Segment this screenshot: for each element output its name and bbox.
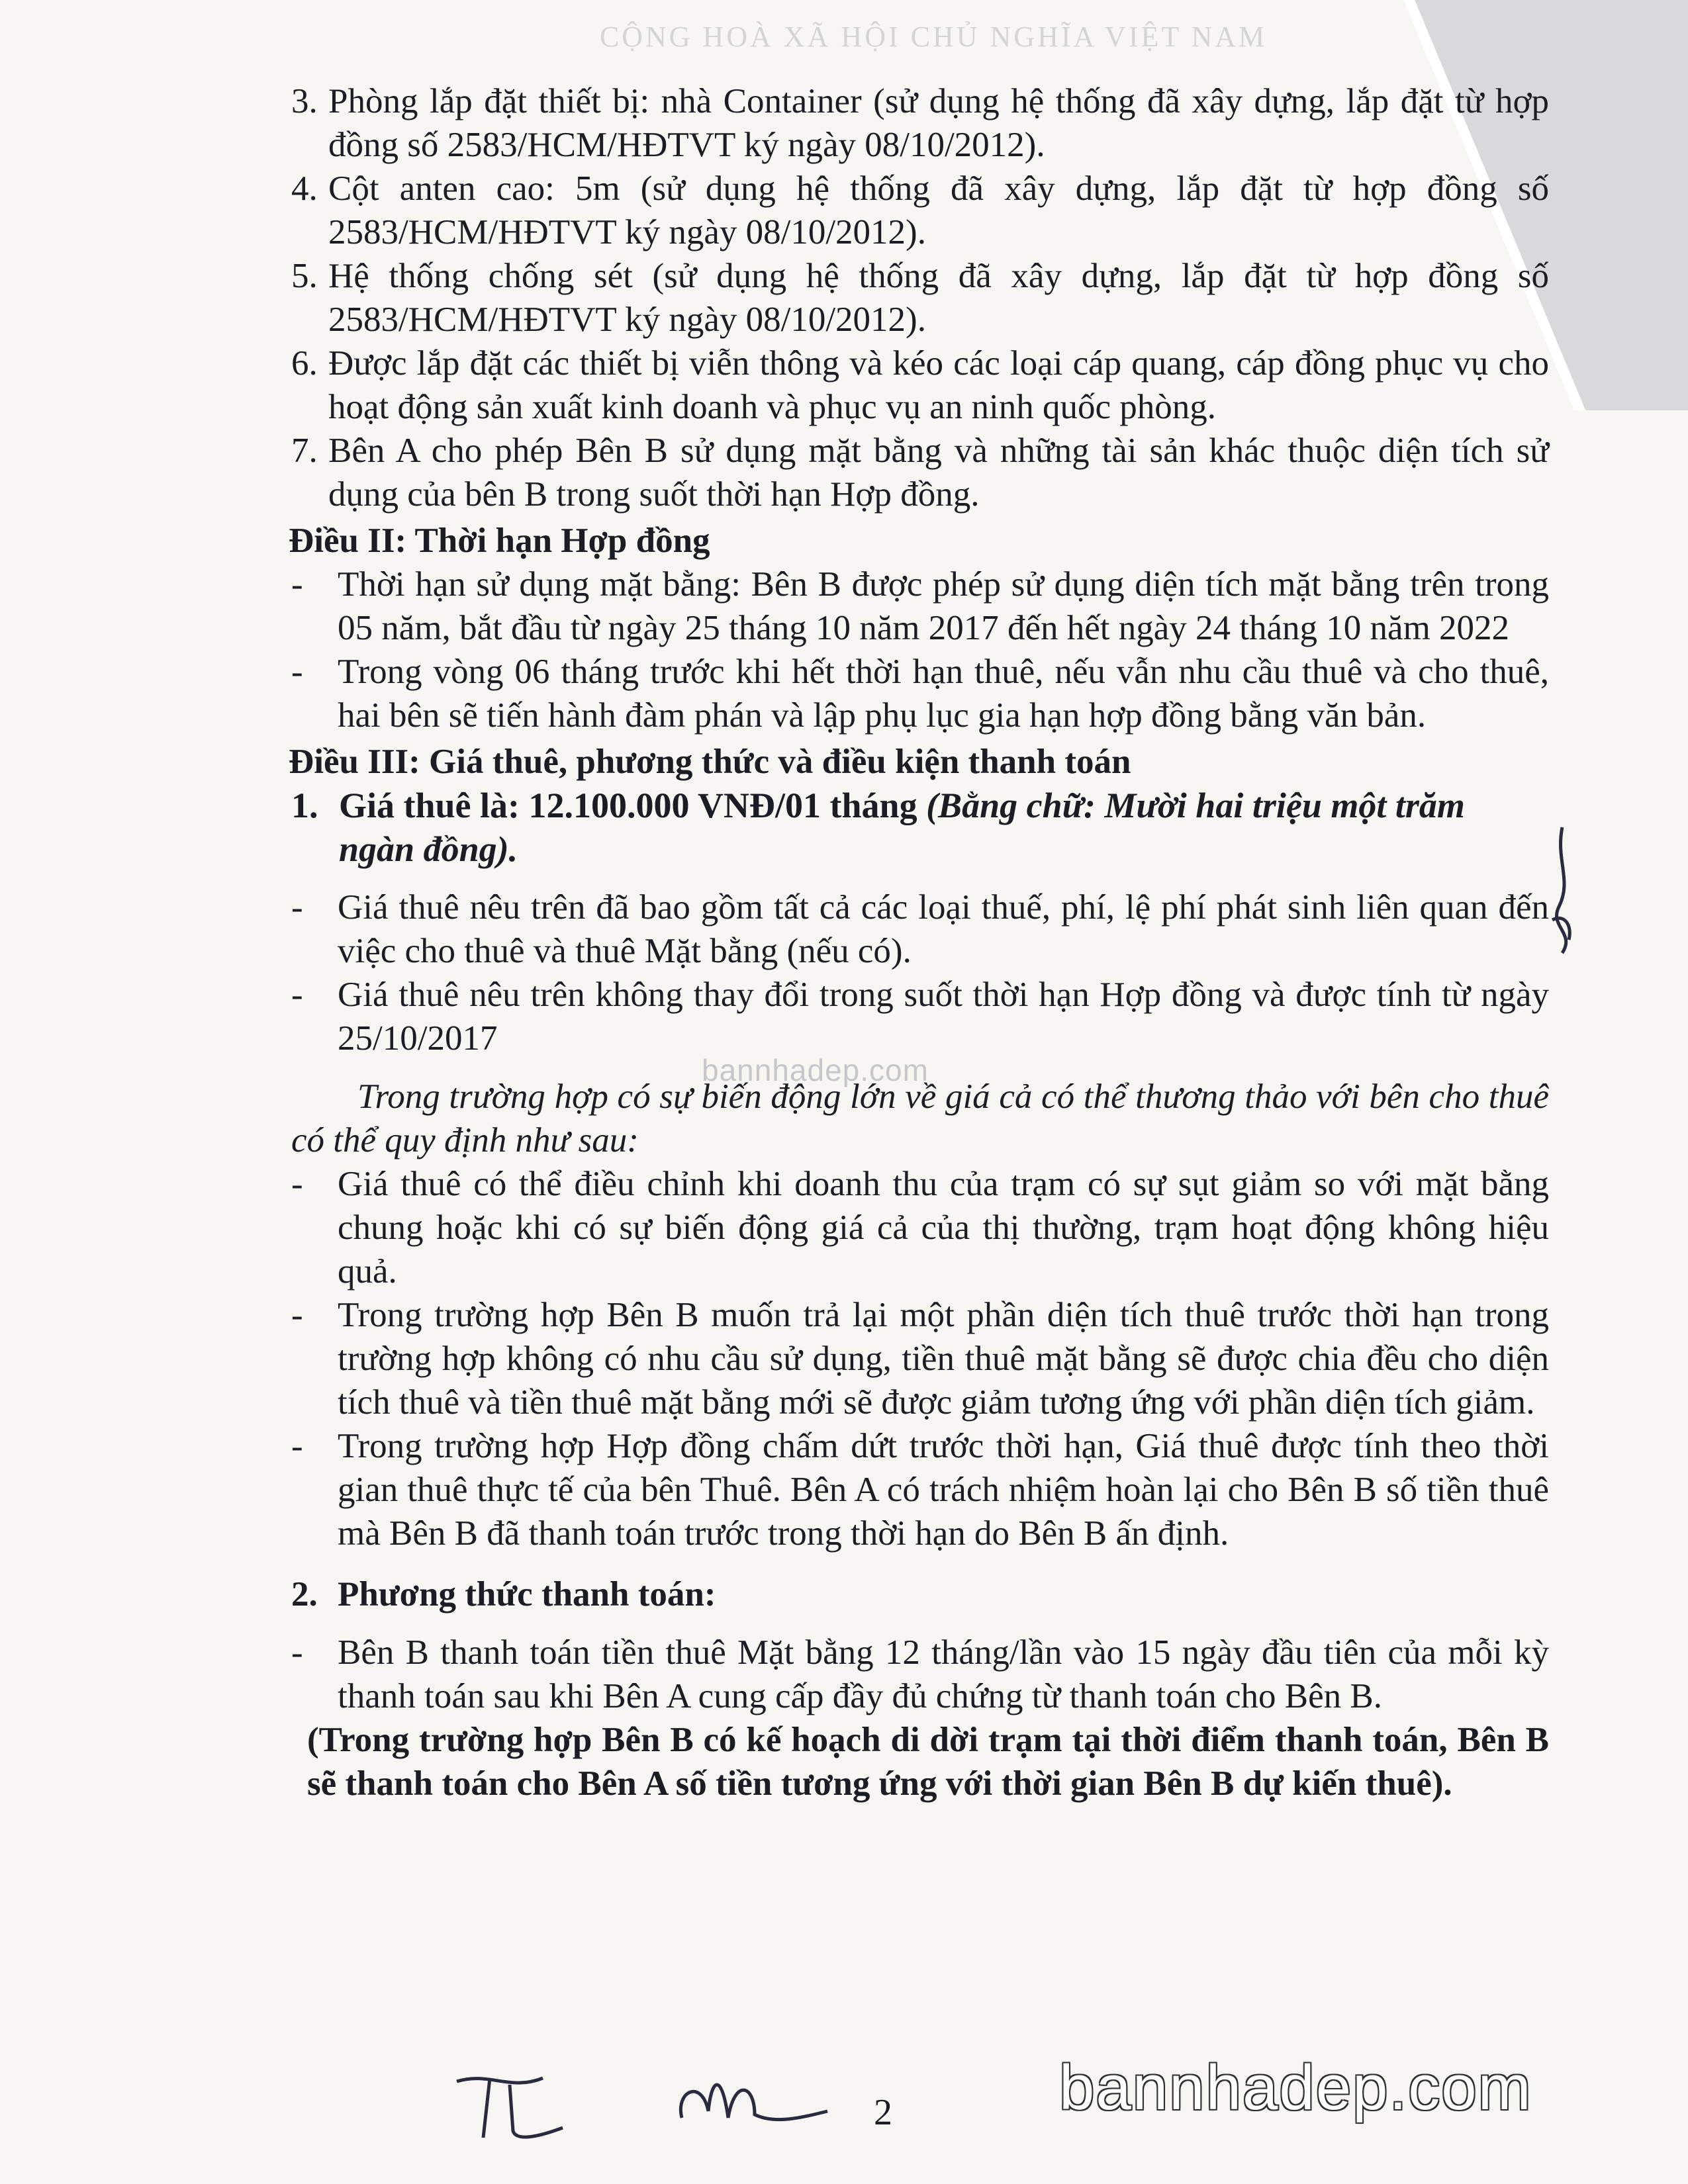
- watermark-faint: bannhadep.com: [702, 1053, 929, 1087]
- price-adjustment-paragraph: Trong trường hợp có sự biến động lớn về giá cả có thể thương thảo với bên cho thuê có thể quy định như sau:: [291, 1077, 1549, 1160]
- payment-method-heading: 2. Phương thức thanh toán:: [291, 1575, 716, 1614]
- article-3-heading: Điều III: Giá thuê, phương thức và điều kiện thanh toán: [289, 743, 1131, 781]
- watermark-logo: bannhadep.com: [1059, 2052, 1532, 2123]
- list-item: 3. Phòng lắp đặt thiết bị: nhà Container (sử dụng hệ thống đã xây dựng, lắp đặt từ hợp đồng số 2583/HCM/HĐTVT ký ngày 08/10/2012).: [291, 82, 1549, 164]
- bullet-item: - Giá thuê nêu trên không thay đổi trong suốt thời hạn Hợp đồng và được tính từ ngày 25/10/2017: [291, 976, 1549, 1058]
- initials-signature-1: [450, 2065, 583, 2151]
- bullet-item: - Trong trường hợp Bên B muốn trả lại một phần diện tích thuê trước thời hạn trong trường hợp không có nhu cầu sử dụng, tiền thuê mặt bằng sẽ được chia đều cho diện tích thuê và tiền thuê mặt bằng mới sẽ được giảm tương ứng với phần diện tích giảm.: [291, 1296, 1549, 1422]
- margin-signature: [1536, 821, 1589, 979]
- bullet-item: - Giá thuê nêu trên đã bao gồm tất cả các loại thuế, phí, lệ phí phát sinh liên quan đến việc cho thuê và thuê Mặt bằng (nếu có).: [291, 888, 1549, 970]
- bullet-item: - Giá thuê có thể điều chỉnh khi doanh thu của trạm có sự sụt giảm so với mặt bằng chung hoặc khi có sự biến động giá cả của thị thường, trạm hoạt động không hiệu quả.: [291, 1165, 1549, 1291]
- price-label: Giá thuê là: 12.100.000 VNĐ/01 tháng: [339, 786, 917, 825]
- relocation-note: (Trong trường hợp Bên B có kế hoạch di dời trạm tại thời điểm thanh toán, Bên B sẽ thanh toán cho Bên A số tiền tương ứng với thời gian Bên B dự kiến thuê).: [307, 1721, 1549, 1803]
- rent-price: 1. Giá thuê là: 12.100.000 VNĐ/01 tháng (Bằng chữ: Mười hai triệu một trăm ngàn đồng).: [291, 786, 1465, 869]
- list-item: 4. Cột anten cao: 5m (sử dụng hệ thống đã xây dựng, lắp đặt từ hợp đồng số 2583/HCM/HĐTVT ký ngày 08/10/2012).: [291, 169, 1549, 251]
- bullet-item: - Thời hạn sử dụng mặt bằng: Bên B được phép sử dụng diện tích mặt bằng trên trong 05 năm, bắt đầu từ ngày 25 tháng 10 năm 2017 đến hết ngày 24 tháng 10 năm 2022: [291, 565, 1549, 647]
- list-item: 6. Được lắp đặt các thiết bị viễn thông và kéo các loại cáp quang, cáp đồng phục vụ cho hoạt động sản xuất kinh doanh và phục vụ an ninh quốc phòng.: [291, 344, 1549, 426]
- page-number: 2: [874, 2092, 892, 2133]
- bullet-item: - Trong trường hợp Hợp đồng chấm dứt trước thời hạn, Giá thuê được tính theo thời gian thuê thực tế của bên Thuê. Bên A có trách nhiệm hoàn lại cho Bên B số tiền thuê mà Bên B đã thanh toán trước trong thời hạn do Bên B ấn định.: [291, 1427, 1549, 1553]
- bullet-item: - Bên B thanh toán tiền thuê Mặt bằng 12 tháng/lần vào 15 ngày đầu tiên của mỗi kỳ thanh toán sau khi Bên A cung cấp đầy đủ chứng từ thanh toán cho Bên B.: [291, 1633, 1549, 1715]
- article-2-heading: Điều II: Thời hạn Hợp đồng: [289, 522, 710, 560]
- list-item: 5. Hệ thống chống sét (sử dụng hệ thống đã xây dựng, lắp đặt từ hợp đồng số 2583/HCM/HĐTVT ký ngày 08/10/2012).: [291, 257, 1549, 339]
- bullet-item: - Trong vòng 06 tháng trước khi hết thời hạn thuê, nếu vẫn nhu cầu thuê và cho thuê, hai bên sẽ tiến hành đàm phán và lập phụ lục gia hạn hợp đồng bằng văn bản.: [291, 653, 1549, 735]
- document-body: [291, 79, 1549, 1805]
- bleed-through-header: CỘNG HOÀ XÃ HỘI CHỦ NGHĨA VIỆT NAM: [599, 21, 1268, 53]
- price-in-words: (Bằng chữ: Mười hai triệu một trăm ngàn đồng).: [339, 786, 1465, 869]
- initials-signature-2: [662, 2052, 834, 2151]
- list-item: 7. Bên A cho phép Bên B sử dụng mặt bằng và những tài sản khác thuộc diện tích sử dụng của bên B trong suốt thời hạn Hợp đồng.: [291, 432, 1549, 514]
